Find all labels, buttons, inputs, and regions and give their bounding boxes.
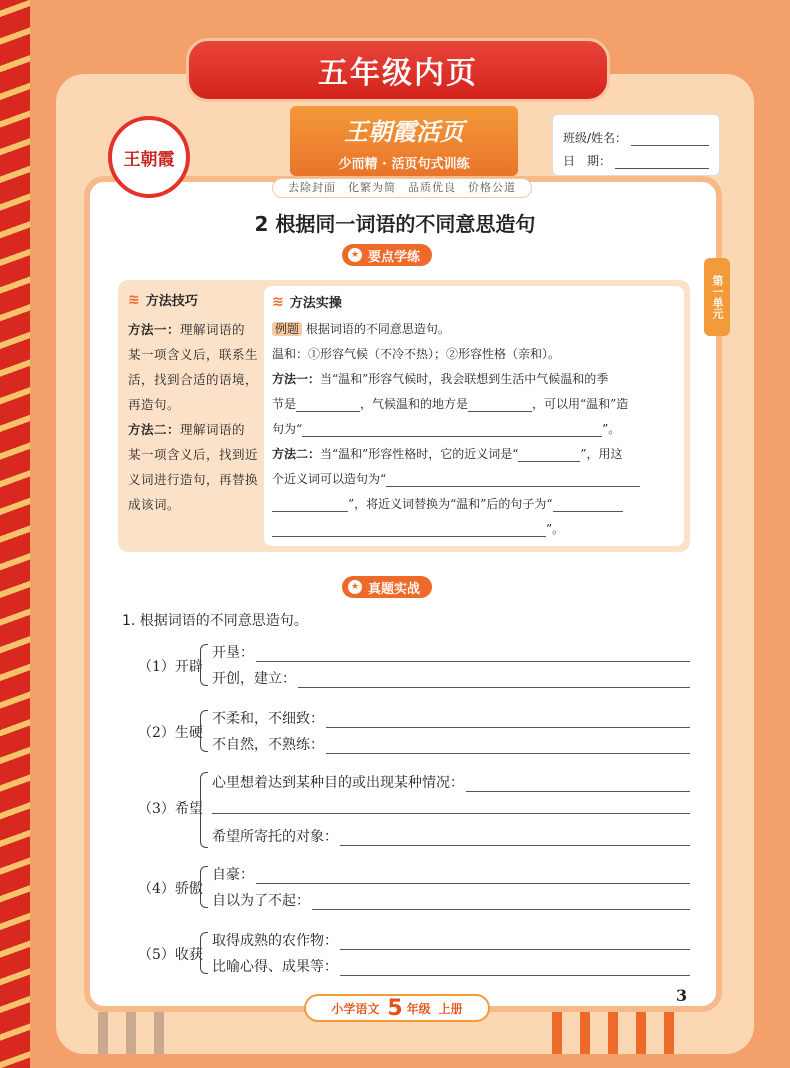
practice-m1-text: ”。 — [602, 422, 621, 436]
answer-blank[interactable] — [296, 398, 360, 412]
word-definition: 温和：①形容气候（不冷不热）；②形容性格（亲和）。 — [272, 347, 561, 361]
method2-text: 理解词语的某一项含义后，找到近义词进行造句，再替换成该词。 — [128, 422, 259, 512]
answer-blank[interactable] — [340, 962, 690, 976]
class-name-label: 班级/姓名： — [563, 131, 628, 145]
footer-grade-number: 5 — [387, 995, 403, 1021]
answer-blank[interactable] — [298, 674, 690, 688]
section-key-label: 要点学练 — [368, 249, 421, 265]
practice-m1-text: 当“温和”形容气候时，我会联想到生活中气候温和的季 — [320, 372, 609, 386]
grade-banner: 五年级内页 — [186, 38, 610, 102]
answer-blank[interactable] — [256, 870, 690, 884]
logo-text: 王朝霞 — [123, 149, 175, 170]
brand-name: 王朝霞活页 — [344, 118, 464, 146]
sense-label: 开垦： — [212, 645, 254, 661]
practice-m1-text: ，气候温和的地方是 — [360, 397, 469, 411]
practice-m1-text: 节是 — [272, 397, 297, 411]
decorative-bar — [608, 1012, 618, 1054]
unit-side-tab: 第一单元 — [704, 258, 730, 336]
decorative-bar — [636, 1012, 646, 1054]
practice-m1-text: ，可以用“温和”造 — [532, 397, 629, 411]
practice-m1-text: 句为“ — [272, 422, 303, 436]
answer-line[interactable] — [212, 708, 690, 728]
decorative-bar — [126, 1012, 136, 1054]
answer-blank[interactable] — [212, 800, 690, 814]
answer-line[interactable] — [212, 772, 690, 792]
answer-blank[interactable] — [272, 498, 348, 512]
answer-blank[interactable] — [518, 448, 580, 462]
answer-blank[interactable] — [256, 648, 690, 662]
medal-icon: ★ — [348, 248, 362, 262]
answer-line[interactable] — [212, 890, 690, 910]
practice-heading — [272, 292, 676, 311]
answer-line[interactable] — [212, 930, 690, 950]
medal-icon: ★ — [348, 580, 362, 594]
tips-text — [128, 317, 258, 517]
brand-tagline: 少而精 · 活页句式训练 — [338, 157, 470, 172]
student-info-box — [552, 114, 720, 176]
question-item — [138, 640, 690, 692]
decorative-bar — [98, 1012, 108, 1054]
answer-blank[interactable] — [312, 896, 690, 910]
section-real-label: 真题实战 — [368, 581, 421, 597]
brand-logo — [108, 116, 190, 198]
brace — [200, 866, 208, 908]
footer-grade-label: 年级 — [406, 1001, 431, 1016]
wave-icon: ≋ — [272, 293, 284, 310]
sense-label: 不柔和，不细致： — [212, 711, 324, 727]
sense-label: 希望所寄托的对象： — [212, 829, 338, 845]
method2-label: 方法二： — [128, 422, 181, 437]
decorative-bar — [552, 1012, 562, 1054]
method-panel — [118, 280, 690, 552]
decorative-left-stripe — [0, 0, 30, 1068]
practice-m2-label: 方法二： — [272, 447, 321, 461]
question-item — [138, 862, 690, 914]
answer-blank[interactable] — [272, 523, 546, 537]
sense-label: 不自然，不熟练： — [212, 737, 324, 753]
decorative-bar — [154, 1012, 164, 1054]
practice-m2-text: ”，将近义词替换为“温和”后的句子为“ — [348, 497, 553, 511]
sense-label: 比喻心得、成果等： — [212, 959, 338, 975]
item-label: （5）收获 — [138, 947, 203, 963]
date-field[interactable] — [615, 157, 709, 169]
question-item — [138, 706, 690, 758]
answer-blank[interactable] — [553, 498, 623, 512]
method1-text: 理解词语的某一项含义后，联系生活，找到合适的语境，再造句。 — [128, 322, 259, 412]
brace — [200, 644, 208, 686]
page-number: 3 — [676, 986, 688, 1005]
practice-m2-text: 个近义词可以造句为“ — [272, 472, 387, 486]
practice-m2-text: 当“温和”形容性格时，它的近义词是“ — [320, 447, 519, 461]
footer-volume: 上册 — [438, 1001, 463, 1016]
brace — [200, 710, 208, 752]
tips-heading — [128, 290, 258, 309]
tips-column — [128, 290, 258, 517]
answer-line[interactable] — [212, 864, 690, 884]
sense-label: 自以为了不起： — [212, 893, 310, 909]
decorative-bar — [580, 1012, 590, 1054]
answer-blank[interactable] — [466, 778, 690, 792]
practice-text — [272, 317, 676, 542]
item-label: （3）希望 — [138, 801, 203, 817]
item-label: （1）开辟 — [138, 659, 203, 675]
answer-blank[interactable] — [468, 398, 532, 412]
sense-label: 心里想着达到某种目的或出现某种情况： — [212, 775, 464, 791]
method1-label: 方法一： — [128, 322, 181, 337]
example-text: 根据词语的不同意思造句。 — [305, 322, 450, 336]
answer-blank[interactable] — [386, 473, 640, 487]
answer-line[interactable] — [212, 826, 690, 846]
tips-heading-label: 方法技巧 — [145, 294, 198, 309]
practice-m1-label: 方法一： — [272, 372, 321, 386]
answer-blank[interactable] — [326, 740, 690, 754]
wave-icon: ≋ — [128, 291, 140, 308]
section-key-badge — [342, 244, 432, 266]
practice-m2-text: ”。 — [546, 522, 565, 536]
answer-line[interactable] — [212, 668, 690, 688]
footer-subject: 小学语文 — [331, 1001, 380, 1016]
answer-blank[interactable] — [302, 423, 602, 437]
date-label: 日 期： — [563, 154, 612, 168]
answer-line[interactable] — [212, 734, 690, 754]
decorative-bar — [664, 1012, 674, 1054]
answer-blank[interactable] — [326, 714, 690, 728]
slogan: 去除封面 化繁为简 品质优良 价格公道 — [272, 178, 532, 198]
item-label: （4）骄傲 — [138, 881, 203, 897]
question-title: 1. 根据词语的不同意思造句。 — [122, 613, 308, 629]
section-real-badge — [342, 576, 432, 598]
footer-grade-badge — [304, 994, 490, 1022]
practice-box — [264, 286, 684, 546]
answer-blank[interactable] — [340, 832, 690, 846]
brace — [200, 932, 208, 974]
example-tag: 例题 — [272, 322, 302, 336]
lesson-title: 2 根据同一词语的不同意思造句 — [254, 212, 536, 236]
answer-line[interactable] — [212, 642, 690, 662]
item-label: （2）生硬 — [138, 725, 203, 741]
sense-label: 开创，建立： — [212, 671, 296, 687]
practice-m2-text: ”，用这 — [580, 447, 623, 461]
question-item — [138, 928, 690, 980]
sense-label: 自豪： — [212, 867, 254, 883]
answer-line[interactable] — [212, 956, 690, 976]
practice-heading-label: 方法实操 — [289, 296, 342, 311]
sense-label: 取得成熟的农作物： — [212, 933, 338, 949]
brand-header — [290, 106, 518, 176]
answer-blank[interactable] — [340, 936, 690, 950]
brace — [200, 772, 208, 848]
class-name-field[interactable] — [631, 134, 709, 146]
question-item — [138, 770, 690, 850]
